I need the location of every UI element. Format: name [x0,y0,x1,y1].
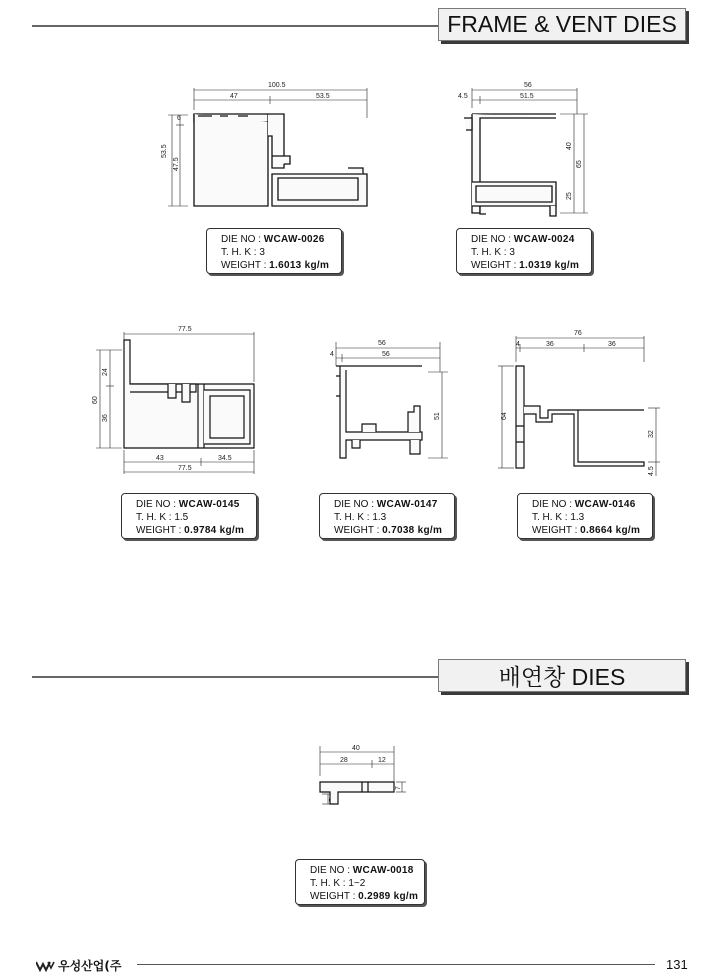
logo-mark-icon [36,960,56,972]
die-no-label: DIE NO : [221,234,262,245]
weight-value: 0.7038 kg/m [382,525,443,536]
spec-box-wcaw-0026 [206,228,342,274]
weight-label: WEIGHT : [471,260,517,271]
footer-rule [137,964,655,965]
thk-label: T. H. K : [221,247,257,258]
thk-value: 3 [509,247,515,258]
spec-box-wcaw-0146 [517,493,653,539]
spec-box-wcaw-0018 [295,859,425,905]
weight-value: 0.2989 kg/m [358,891,419,902]
dim-label: 53.5 [316,93,330,100]
thk-value: 1.3 [372,512,387,523]
dim-label: 28 [340,757,348,764]
profile-drawing-wcaw-0145 [86,322,266,482]
dim-label: 36 [608,341,616,348]
weight-label: WEIGHT : [532,525,578,536]
dim-label: 32 [648,430,655,438]
weight-label: WEIGHT : [334,525,380,536]
profile-drawing-wcaw-0024 [450,78,590,223]
dim-label: 36 [102,414,109,422]
profile-drawing-wcaw-0146 [494,326,664,481]
dim-label: 56 [524,82,532,89]
dim-label: 40 [352,745,360,752]
section-title-baeyeonchang: 배연창 DIES [438,659,686,692]
thk-value: 1~2 [348,878,366,889]
dim-label: 56 [382,351,390,358]
profile-drawing-wcaw-0018 [302,740,412,810]
profile-drawing-wcaw-0026 [158,78,378,213]
dim-label: 53.5 [161,144,168,158]
die-no-value: WCAW-0018 [352,865,414,876]
dim-label: 100.5 [268,82,286,89]
dim-label: 4.5 [458,93,468,100]
thk-value: 1.5 [174,512,189,523]
dim-label: 7 [395,786,402,790]
spec-box-wcaw-0024 [456,228,592,274]
company-logo [36,957,121,974]
die-no-label: DIE NO : [136,499,177,510]
company-name: 우성산업(주 [58,959,122,973]
dim-label: 34.5 [218,455,232,462]
thk-label: T. H. K : [334,512,370,523]
dim-label: 24 [102,368,109,376]
thk-label: T. H. K : [310,878,346,889]
dim-label: 43 [156,455,164,462]
page-number: 131 [666,957,688,972]
profile-drawing-wcaw-0147 [322,336,452,471]
thk-label: T. H. K : [136,512,172,523]
weight-label: WEIGHT : [136,525,182,536]
dim-label: 56 [378,340,386,347]
thk-value: 3 [259,247,265,258]
die-no-value: WCAW-0147 [376,499,438,510]
dim-label: 47.5 [173,157,180,171]
weight-value: 0.9784 kg/m [184,525,245,536]
die-no-label: DIE NO : [471,234,512,245]
die-no-value: WCAW-0145 [178,499,240,510]
thk-label: T. H. K : [532,512,568,523]
die-no-label: DIE NO : [334,499,375,510]
section-rule-frame-vent [32,25,440,27]
weight-value: 1.0319 kg/m [519,260,580,271]
die-no-value: WCAW-0026 [263,234,325,245]
weight-label: WEIGHT : [310,891,356,902]
dim-label: 6 [177,115,181,122]
dim-label: 51 [434,412,441,420]
weight-label: WEIGHT : [221,260,267,271]
dim-label: 4.5 [648,466,655,476]
spec-box-wcaw-0145 [121,493,257,539]
die-no-label: DIE NO : [532,499,573,510]
weight-value: 1.6013 kg/m [269,260,330,271]
section-rule-baeyeonchang [32,676,440,678]
dim-label: 4 [330,351,334,358]
dim-label: 64 [501,412,508,420]
thk-label: T. H. K : [471,247,507,258]
dim-label: 40 [566,142,573,150]
die-no-value: WCAW-0146 [574,499,636,510]
dim-label: 12 [378,757,386,764]
dim-label: 77.5 [178,465,192,472]
dim-label: 25 [566,192,573,200]
dim-label: 65 [576,160,583,168]
dim-label: 4 [516,341,520,348]
dim-label: 60 [92,396,99,404]
dim-label: 76 [574,330,582,337]
dim-label: 36 [546,341,554,348]
dim-label: 77.5 [178,326,192,333]
die-no-label: DIE NO : [310,865,351,876]
spec-box-wcaw-0147 [319,493,455,539]
thk-value: 1.3 [570,512,585,523]
dim-label: 47 [230,93,238,100]
section-title-frame-vent: FRAME & VENT DIES [438,8,686,41]
dim-label: 51.5 [520,93,534,100]
weight-value: 0.8664 kg/m [580,525,641,536]
die-no-value: WCAW-0024 [513,234,575,245]
